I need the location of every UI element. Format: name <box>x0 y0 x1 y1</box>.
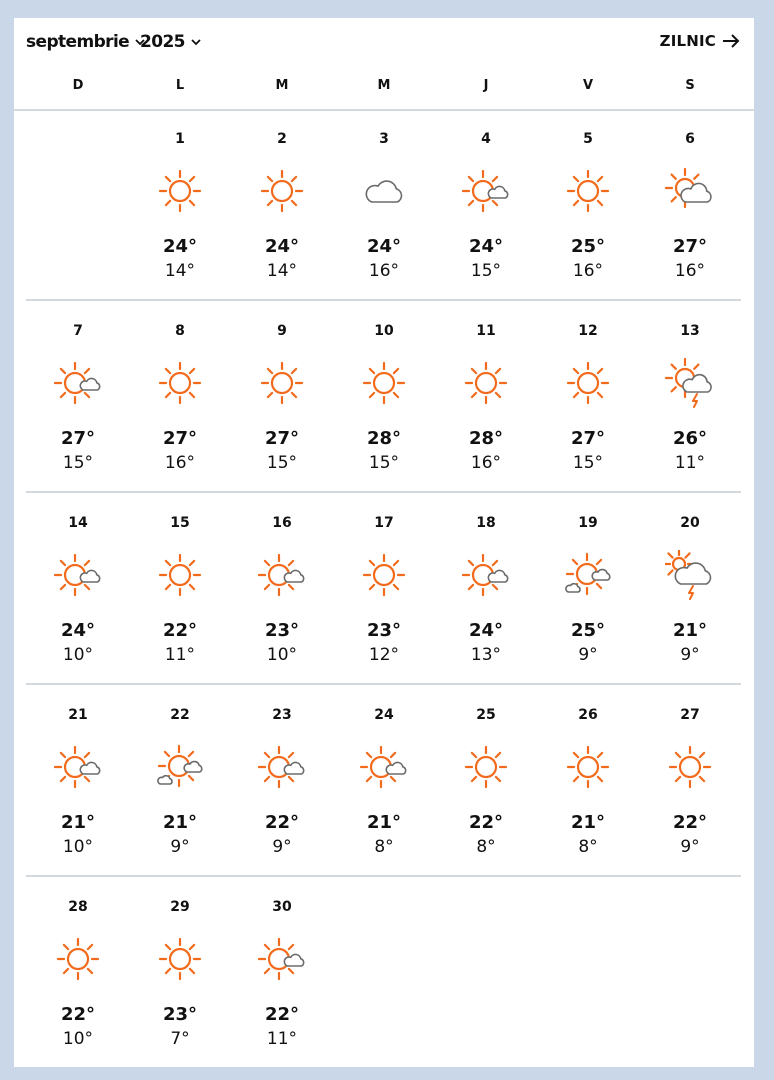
day-cell[interactable] <box>435 707 537 887</box>
day-number: 29 <box>170 899 190 915</box>
day-number: 23 <box>272 707 292 723</box>
day-number: 19 <box>578 515 598 531</box>
day-cell[interactable] <box>537 515 639 695</box>
weekday-label: S <box>685 78 695 93</box>
chevron-down-icon <box>190 36 202 48</box>
min-temperature: 16° <box>470 453 502 473</box>
min-temperature: 10° <box>266 645 298 665</box>
day-cell[interactable] <box>639 707 741 887</box>
min-temperature: 13° <box>470 645 502 665</box>
day-cell[interactable] <box>639 515 741 695</box>
min-temperature: 9° <box>680 645 700 665</box>
calendar-header <box>14 18 754 68</box>
max-temperature: 21° <box>60 812 96 833</box>
day-number: 4 <box>481 131 491 147</box>
day-cell[interactable] <box>333 131 435 311</box>
sunny-icon <box>359 550 409 600</box>
day-cell[interactable] <box>129 707 231 887</box>
max-temperature: 24° <box>162 236 198 257</box>
week-divider <box>26 491 741 493</box>
day-cell[interactable] <box>231 707 333 887</box>
max-temperature: 28° <box>366 428 402 449</box>
min-temperature: 10° <box>62 837 94 857</box>
max-temperature: 22° <box>264 1004 300 1025</box>
day-number: 30 <box>272 899 292 915</box>
day-number: 15 <box>170 515 190 531</box>
day-number: 1 <box>175 131 185 147</box>
weekday-label: J <box>483 78 489 93</box>
day-cell[interactable] <box>27 323 129 503</box>
max-temperature: 24° <box>468 620 504 641</box>
min-temperature: 11° <box>266 1029 298 1049</box>
min-temperature: 15° <box>470 261 502 281</box>
sunny-icon <box>155 166 205 216</box>
max-temperature: 25° <box>570 236 606 257</box>
max-temperature: 22° <box>468 812 504 833</box>
day-number: 14 <box>68 515 88 531</box>
min-temperature: 15° <box>572 453 604 473</box>
sunny-icon <box>563 166 613 216</box>
sun-small-cloud-icon <box>53 742 103 792</box>
sun-small-cloud-icon <box>359 742 409 792</box>
sunny-icon <box>257 166 307 216</box>
day-number: 3 <box>379 131 389 147</box>
min-temperature: 15° <box>62 453 94 473</box>
min-temperature: 16° <box>674 261 706 281</box>
min-temperature: 16° <box>368 261 400 281</box>
sunny-icon <box>257 358 307 408</box>
day-number: 24 <box>374 707 394 723</box>
daily-view-link[interactable] <box>660 32 740 50</box>
sunny-icon <box>563 358 613 408</box>
max-temperature: 27° <box>672 236 708 257</box>
max-temperature: 21° <box>162 812 198 833</box>
day-number: 7 <box>73 323 83 339</box>
day-cell[interactable] <box>537 131 639 311</box>
min-temperature: 8° <box>476 837 496 857</box>
max-temperature: 22° <box>264 812 300 833</box>
weekday-label: D <box>72 78 84 93</box>
day-number: 22 <box>170 707 190 723</box>
max-temperature: 25° <box>570 620 606 641</box>
day-cell[interactable] <box>231 323 333 503</box>
day-number: 20 <box>680 515 700 531</box>
min-temperature: 9° <box>272 837 292 857</box>
day-cell[interactable] <box>537 707 639 887</box>
day-number: 21 <box>68 707 88 723</box>
max-temperature: 22° <box>672 812 708 833</box>
min-temperature: 14° <box>266 261 298 281</box>
max-temperature: 27° <box>60 428 96 449</box>
day-number: 25 <box>476 707 496 723</box>
day-cell[interactable] <box>435 515 537 695</box>
weekday-label: L <box>175 78 185 93</box>
max-temperature: 27° <box>264 428 300 449</box>
min-temperature: 11° <box>674 453 706 473</box>
min-temperature: 16° <box>164 453 196 473</box>
day-number: 8 <box>175 323 185 339</box>
day-number: 17 <box>374 515 394 531</box>
max-temperature: 26° <box>672 428 708 449</box>
sunny-icon <box>155 550 205 600</box>
sun-small-cloud-icon <box>461 166 511 216</box>
day-cell[interactable] <box>231 131 333 311</box>
day-cell[interactable] <box>333 515 435 695</box>
sun-small-cloud-icon <box>257 934 307 984</box>
max-temperature: 23° <box>264 620 300 641</box>
min-temperature: 15° <box>368 453 400 473</box>
day-cell[interactable] <box>129 323 231 503</box>
min-temperature: 9° <box>680 837 700 857</box>
day-cell[interactable] <box>27 515 129 695</box>
max-temperature: 27° <box>570 428 606 449</box>
day-number: 10 <box>374 323 394 339</box>
max-temperature: 28° <box>468 428 504 449</box>
sunny-icon <box>155 358 205 408</box>
sun-small-cloud-icon <box>257 742 307 792</box>
min-temperature: 16° <box>572 261 604 281</box>
divider <box>14 109 754 111</box>
min-temperature: 10° <box>62 1029 94 1049</box>
max-temperature: 22° <box>60 1004 96 1025</box>
weekday-header-row <box>14 78 754 108</box>
sunny-icon <box>359 358 409 408</box>
day-cell[interactable] <box>231 515 333 695</box>
week-divider <box>26 875 741 877</box>
day-cell[interactable] <box>537 323 639 503</box>
day-number: 11 <box>476 323 496 339</box>
calendar-card <box>14 18 754 1067</box>
arrow-right-icon <box>722 34 740 48</box>
sunny-icon <box>665 742 715 792</box>
day-cell[interactable] <box>129 515 231 695</box>
day-number: 16 <box>272 515 292 531</box>
max-temperature: 24° <box>264 236 300 257</box>
min-temperature: 9° <box>170 837 190 857</box>
month-label: septembrie <box>26 32 130 52</box>
max-temperature: 21° <box>366 812 402 833</box>
week-divider <box>26 299 741 301</box>
year-selector[interactable] <box>140 32 202 52</box>
sun-two-clouds-icon <box>563 550 613 600</box>
day-number: 5 <box>583 131 593 147</box>
sunny-icon <box>461 358 511 408</box>
day-cell[interactable] <box>639 323 741 503</box>
min-temperature: 10° <box>62 645 94 665</box>
week-divider <box>26 683 741 685</box>
day-cell[interactable] <box>333 707 435 887</box>
cloud-thunder-icon <box>665 550 715 600</box>
max-temperature: 23° <box>162 1004 198 1025</box>
cloudy-icon <box>359 166 409 216</box>
sunny-icon <box>53 934 103 984</box>
day-number: 27 <box>680 707 700 723</box>
day-cell[interactable] <box>27 707 129 887</box>
min-temperature: 8° <box>578 837 598 857</box>
day-cell[interactable] <box>435 323 537 503</box>
sunny-icon <box>461 742 511 792</box>
sun-small-cloud-icon <box>461 550 511 600</box>
day-number: 9 <box>277 323 287 339</box>
max-temperature: 22° <box>162 620 198 641</box>
min-temperature: 9° <box>578 645 598 665</box>
day-number: 12 <box>578 323 598 339</box>
min-temperature: 15° <box>266 453 298 473</box>
max-temperature: 24° <box>366 236 402 257</box>
min-temperature: 8° <box>374 837 394 857</box>
day-number: 28 <box>68 899 88 915</box>
year-label: 2025 <box>140 32 185 52</box>
day-cell[interactable] <box>333 323 435 503</box>
min-temperature: 7° <box>170 1029 190 1049</box>
day-number: 13 <box>680 323 700 339</box>
partly-cloudy-icon <box>665 166 715 216</box>
day-cell[interactable] <box>231 899 333 1079</box>
sun-small-cloud-icon <box>257 550 307 600</box>
sun-two-clouds-icon <box>155 742 205 792</box>
day-cell[interactable] <box>435 131 537 311</box>
day-number: 2 <box>277 131 287 147</box>
max-temperature: 24° <box>60 620 96 641</box>
min-temperature: 14° <box>164 261 196 281</box>
max-temperature: 23° <box>366 620 402 641</box>
day-number: 6 <box>685 131 695 147</box>
month-selector[interactable] <box>26 32 146 52</box>
min-temperature: 11° <box>164 645 196 665</box>
sun-small-cloud-icon <box>53 550 103 600</box>
day-cell[interactable] <box>129 131 231 311</box>
day-cell[interactable] <box>27 899 129 1079</box>
max-temperature: 21° <box>570 812 606 833</box>
day-number: 18 <box>476 515 496 531</box>
sunny-icon <box>563 742 613 792</box>
min-temperature: 12° <box>368 645 400 665</box>
day-number: 26 <box>578 707 598 723</box>
weekday-label: M <box>377 78 391 93</box>
day-cell[interactable] <box>639 131 741 311</box>
sun-cloud-thunder-icon <box>665 358 715 408</box>
sun-small-cloud-icon <box>53 358 103 408</box>
max-temperature: 27° <box>162 428 198 449</box>
day-cell[interactable] <box>129 899 231 1079</box>
daily-view-label: ZILNIC <box>659 32 716 50</box>
weekday-label: M <box>275 78 289 93</box>
sunny-icon <box>155 934 205 984</box>
max-temperature: 24° <box>468 236 504 257</box>
max-temperature: 21° <box>672 620 708 641</box>
weekday-label: V <box>582 78 594 93</box>
